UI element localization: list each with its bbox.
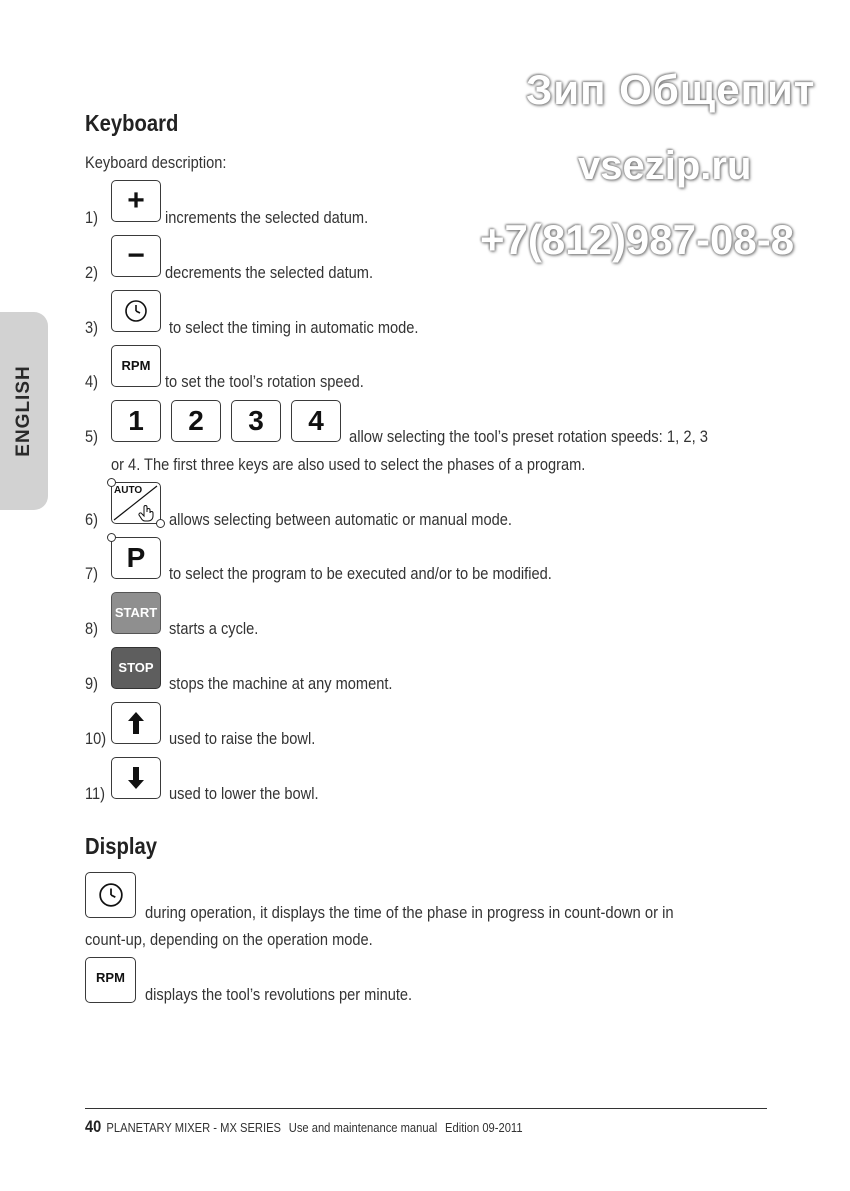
program-key-label: P xyxy=(126,542,146,573)
watermark-line-2: vsezip.ru xyxy=(578,144,752,188)
item-number: 10) xyxy=(85,729,107,748)
item-description: allow selecting the tool’s preset rotation speeds: 1, 2, 3 xyxy=(349,427,709,446)
display-heading: Display xyxy=(85,833,158,859)
bowl-down-key-icon xyxy=(111,757,161,799)
speed-1-key-icon: 1 xyxy=(111,400,161,442)
item-description: to select the program to be executed and/or to be modified. xyxy=(169,564,552,583)
item-description: to set the tool’s rotation speed. xyxy=(165,372,364,391)
display-item-description-continued: count-up, depending on the operation mode. xyxy=(85,930,373,949)
item-description: allows selecting between automatic or manual mode. xyxy=(169,510,512,529)
hand-icon xyxy=(111,482,161,524)
display-clock-icon xyxy=(85,872,136,918)
item-description: increments the selected datum. xyxy=(165,208,369,227)
display-rpm-icon: RPM xyxy=(85,957,136,1003)
start-key-icon: START xyxy=(111,592,161,634)
item-description: stops the machine at any moment. xyxy=(169,674,393,693)
item-number: 8) xyxy=(85,619,99,638)
item-description: used to raise the bowl. xyxy=(169,729,316,748)
item-description: decrements the selected datum. xyxy=(165,263,374,282)
item-number: 4) xyxy=(85,372,99,391)
page-number: 40 xyxy=(85,1117,102,1136)
auto-manual-key-icon xyxy=(111,482,161,524)
keyboard-heading: Keyboard xyxy=(85,110,179,136)
language-tab xyxy=(0,312,48,510)
footer-divider xyxy=(85,1108,767,1109)
arrow-down-icon xyxy=(125,765,147,791)
display-item-description: displays the tool’s revolutions per minute. xyxy=(145,985,413,1004)
program-key-icon xyxy=(111,537,161,579)
clock-icon xyxy=(124,299,148,323)
plus-key-icon: + xyxy=(111,180,161,222)
led-indicator-icon xyxy=(107,533,116,542)
footer-edition: Edition 09-2011 xyxy=(445,1120,523,1135)
keyboard-intro: Keyboard description: xyxy=(85,153,227,172)
display-item-description: during operation, it displays the time of the phase in progress in count-down or in xyxy=(145,903,674,922)
watermark-line-1: Зип Общепит xyxy=(526,66,816,113)
item-number: 1) xyxy=(85,208,99,227)
item-description-continued: or 4. The first three keys are also used to select the phases of a program. xyxy=(111,455,586,474)
speed-4-key-icon: 4 xyxy=(291,400,341,442)
item-number: 7) xyxy=(85,564,99,583)
page-footer xyxy=(85,1117,530,1137)
item-description: used to lower the bowl. xyxy=(169,784,319,803)
item-number: 6) xyxy=(85,510,99,529)
item-number: 3) xyxy=(85,318,99,337)
rpm-key-icon: RPM xyxy=(111,345,161,387)
speed-2-key-icon: 2 xyxy=(171,400,221,442)
clock-key-icon xyxy=(111,290,161,332)
watermark-line-3: +7(812)987-08-8 xyxy=(480,216,795,263)
bowl-up-key-icon xyxy=(111,702,161,744)
arrow-up-icon xyxy=(125,710,147,736)
item-description: starts a cycle. xyxy=(169,619,259,638)
item-description: to select the timing in automatic mode. xyxy=(169,318,419,337)
footer-product: PLANETARY MIXER - MX SERIES xyxy=(106,1120,282,1135)
stop-key-icon: STOP xyxy=(111,647,161,689)
footer-document: Use and maintenance manual xyxy=(288,1120,438,1135)
item-number: 11) xyxy=(85,784,106,803)
item-number: 9) xyxy=(85,674,99,693)
item-number: 5) xyxy=(85,427,99,446)
minus-key-icon: − xyxy=(111,235,161,277)
auto-label: AUTO xyxy=(114,485,143,496)
language-tab-label: ENGLISH xyxy=(13,365,34,457)
speed-3-key-icon: 3 xyxy=(231,400,281,442)
clock-icon xyxy=(98,882,124,908)
item-number: 2) xyxy=(85,263,99,282)
